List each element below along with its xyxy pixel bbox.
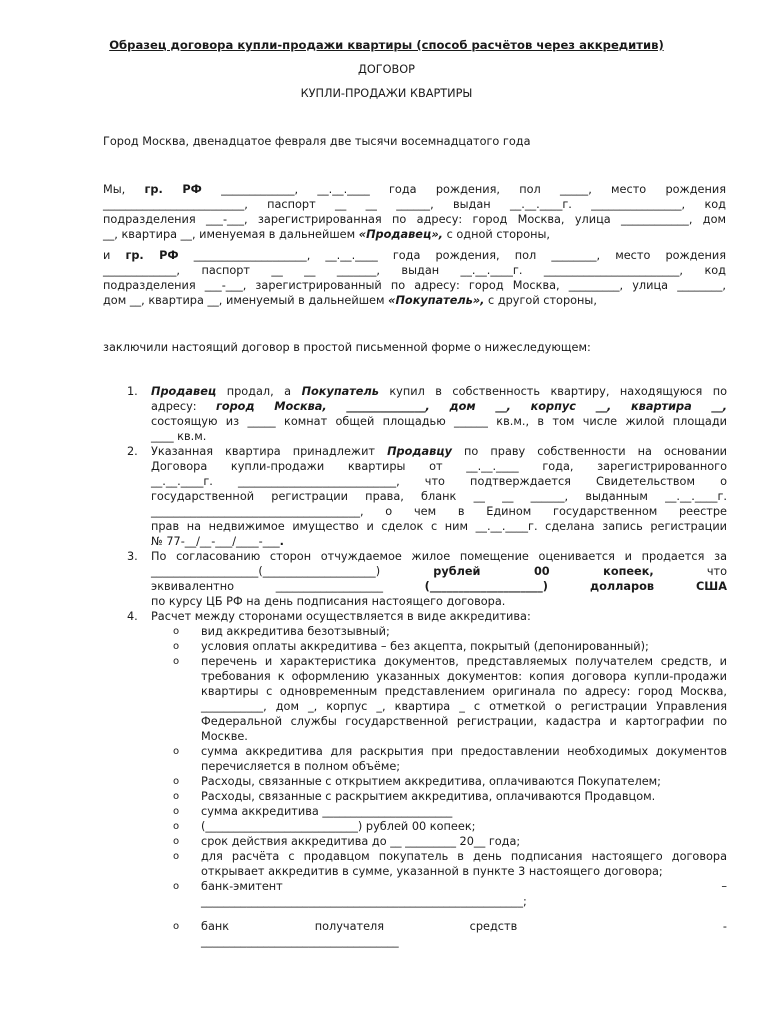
buyer-line-2: _____________, паспорт __ __ _______, выдан __.__.____г. ________________________, код: [103, 264, 726, 277]
document-title: Образец договора купли-продажи квартиры (способ расчётов через аккредитив): [109, 38, 664, 52]
concluded-line: заключили настоящий договор в простой письменной форме о нижеследующем:: [103, 341, 591, 354]
list-item: o вид аккредитива безотзывный;: [173, 625, 390, 638]
buyer-term: «Покупатель»,: [388, 294, 485, 307]
list-item: o сумма аккредитива для раскрытия при предоставлении необходимых документов перечисляется в полном объёме;: [173, 745, 727, 773]
clause-1: 1. Продавец продал, а Покупатель купил в собственность квартиру, находящуюся по адресу: город Москва, ______________, дом __, корпус __, квартира __, состоящую из _____ комнат общей площадью ______ кв.м., в том числе жилой площади ____ кв.м.: [127, 385, 728, 443]
buyer-paragraph: [103, 248, 726, 308]
seller-line-4: __, квартира __, именуемая в дальнейшем «Продавец», с одной стороны,: [103, 228, 550, 241]
list-item: o (___________________________) рублей 00 копеек;: [173, 820, 476, 833]
clause-3: 3. По согласованию сторон отчуждаемое жилое помещение оценивается и продается за ___________________(____________________) рублей 00 копеек, что эквивалентно ___________________ (____________________) долларов США по курсу ЦБ РФ на день подписания настоящего договора.: [127, 550, 728, 608]
seller-line-3: подразделения ___-___, зарегистрированная по адресу: город Москва, улица ____________, дом: [103, 213, 726, 226]
city-date-line: Город Москва, двенадцатое февраля две тысячи восемнадцатого года: [103, 135, 531, 148]
buyer-line-3: подразделения ___-___, зарегистрированный по адресу: город Москва, _________, улица ________,: [103, 279, 726, 292]
list-item: o Расходы, связанные с раскрытием аккредитива, оплачиваются Продавцом.: [173, 790, 656, 803]
clause-4: 4. Расчет между сторонами осуществляется в виде аккредитива: o вид аккредитива безотзывный; o условия оплаты аккредитива – без акцепта, покрытый (депонированный); o перечень и характеристика документов, представляемых получателем средств, и требования к оформлению указанных документов: копия договора купли-продажи квартиры с одновременным представлением оригинала по адресу: город Москва, ___________, дом _, корпус _, квартира _ с отметкой о регистрации Управления Федеральной службы государственной регистрации, кадастра и картографии по Москве. o сумма аккредитива для раскрытия при предоставлении необходимых документов перечисляется в полном объёме; o Расходы, связанные с открытием аккредитива, оплачиваются Покупателем; o Расходы, связанные с раскрытием аккредитива, оплачиваются Продавцом. o сумма аккредитива _______________________ o (___________________________) рублей 00 копеек; o срок действия аккредитива до __ _________ 20__ года; o для расчёта с продавцом покупатель в день подписания настоящего договора открывает аккредитив в сумме, указанной в пункте 3 настоящего договора; o банк-эмитент – _________________________________________________________; o банк получателя средств - ___________________________________: [103, 609, 727, 949]
list-item: o для расчёта с продавцом покупатель в день подписания настоящего договора открывает аккредитив в сумме, указанной в пункте 3 настоящего договора;: [173, 850, 727, 878]
buyer-line-4: дом __, квартира __, именуемый в дальнейшем «Покупатель», с другой стороны,: [103, 294, 597, 307]
list-item: o банк-эмитент – _________________________________________________________;: [173, 880, 727, 908]
terms-list: [103, 384, 727, 949]
list-item: o перечень и характеристика документов, представляемых получателем средств, и требования к оформлению указанных документов: копия договора купли-продажи квартиры с одновременным представлением оригинала по адресу: город Москва, ___________, дом _, корпус _, квартира _ с отметкой о регистрации Управления Федеральной службы государственной регистрации, кадастра и картографии по Москве.: [173, 655, 727, 743]
seller-line-2: _________________________, паспорт __ __ ______, выдан __.__.____г. ________________, код: [103, 198, 726, 211]
list-item: o банк получателя средств - ___________________________________: [173, 920, 727, 948]
list-item: o Расходы, связанные с открытием аккредитива, оплачиваются Покупателем;: [173, 775, 661, 788]
buyer-line-1: и гр. РФ ____________________, __.__.____ года рождения, пол ________, место рождения: [103, 249, 726, 262]
list-item: o срок действия аккредитива до __ _________ 20__ года;: [173, 835, 521, 848]
heading-subject: КУПЛИ-ПРОДАЖИ КВАРТИРЫ: [300, 87, 473, 100]
seller-paragraph: [103, 182, 726, 242]
heading-contract: ДОГОВОР: [358, 63, 415, 76]
list-item: o сумма аккредитива _______________________: [173, 805, 453, 818]
seller-line-1: Мы, гр. РФ _____________, __.__.____ года рождения, пол _____, место рождения: [103, 183, 726, 196]
clause-2: 2. Указанная квартира принадлежит Продавцу по праву собственности на основании Договора купли-продажи квартиры от __.__.____ года, зарегистрированного __.__.____г. ____________________________, что подтверждается Свидетельством о государственной регистрации права, бланк __ __ ______, выданным __.__.____г. _____________________________________, о чем в Едином государственном реестре прав на недвижимое имущество и сделок с ним __.__.____г. сделана запись регистрации № 77-__/__-___/____-___.: [127, 445, 728, 548]
seller-term: «Продавец»,: [358, 228, 443, 241]
list-item: o условия оплаты аккредитива – без акцепта, покрытый (депонированный);: [173, 640, 649, 653]
letter-of-credit-terms: [151, 624, 727, 949]
